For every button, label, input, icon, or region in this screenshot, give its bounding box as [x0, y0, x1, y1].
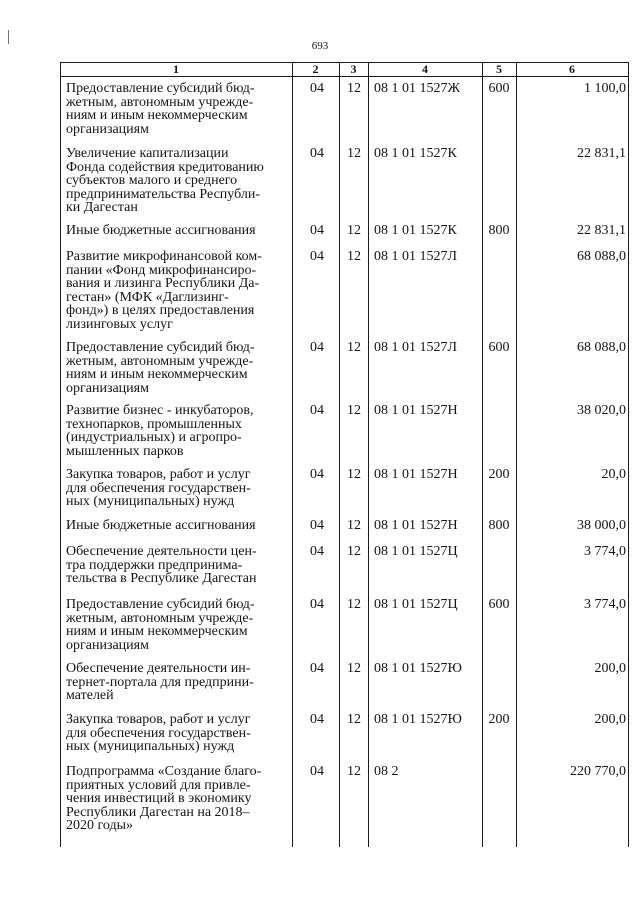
row-amount: 68 088,0 [577, 249, 626, 264]
row-section: 04 [310, 223, 324, 238]
row-section: 04 [310, 712, 324, 727]
row-subsection: 12 [347, 146, 361, 161]
row-name: Увеличение капитализации Фонда содействия кредитованию субъектов малого и среднего предпринимательства Республи- ки Дагестан [66, 146, 264, 215]
row-name: Развитие бизнес - инкубаторов, технопарков, промышленных (индустриальных) и агропро- мышленных парков [66, 403, 254, 459]
header-col-2: 2 [312, 62, 319, 76]
row-section: 04 [310, 661, 324, 676]
header-bottom-border [60, 76, 628, 77]
row-name: Предоставление субсидий бюд- жетным, автономным учрежде- ниям и иным некоммерческим организациям [66, 340, 255, 396]
row-subsection: 12 [347, 223, 361, 238]
row-name: Обеспечение деятельности ин- тернет-портала для предприни- мателей [66, 661, 254, 703]
header-col-6: 6 [569, 62, 575, 76]
row-target-code: 08 1 01 1527Н [374, 467, 458, 482]
row-target-code: 08 1 01 1527Ж [374, 81, 461, 96]
row-section: 04 [310, 544, 324, 559]
row-amount: 22 831,1 [577, 223, 626, 238]
row-subsection: 12 [347, 467, 361, 482]
row-expense-type: 600 [488, 597, 510, 612]
row-section: 04 [310, 249, 324, 264]
row-expense-type: 600 [488, 340, 510, 355]
row-amount: 20,0 [601, 467, 626, 482]
row-section: 04 [310, 340, 324, 355]
header-col-1: 1 [173, 62, 179, 76]
col-border-2 [339, 62, 340, 847]
row-name: Иные бюджетные ассигнования [66, 518, 256, 533]
row-target-code: 08 1 01 1527Ц [374, 597, 458, 612]
row-subsection: 12 [347, 249, 361, 264]
row-subsection: 12 [347, 518, 361, 533]
row-expense-type: 800 [488, 518, 510, 533]
row-amount: 200,0 [594, 661, 626, 676]
col-border-0 [60, 62, 61, 847]
row-subsection: 12 [347, 597, 361, 612]
col-border-3 [368, 62, 369, 847]
row-name: Подпрограмма «Создание благо- приятных условий для привле- чения инвестиций в экономику Республики Дагестан на 2018– 2020 годы» [66, 764, 262, 833]
row-target-code: 08 1 01 1527Н [374, 518, 458, 533]
row-amount: 38 020,0 [577, 403, 626, 418]
row-subsection: 12 [347, 340, 361, 355]
row-section: 04 [310, 764, 324, 779]
row-subsection: 12 [347, 764, 361, 779]
row-target-code: 08 1 01 1527К [374, 146, 457, 161]
row-amount: 200,0 [594, 712, 626, 727]
row-name: Закупка товаров, работ и услуг для обеспечения государствен- ных (муниципальных) нужд [66, 467, 251, 509]
row-amount: 3 774,0 [584, 597, 626, 612]
row-name: Иные бюджетные ассигнования [66, 223, 256, 238]
row-expense-type: 800 [488, 223, 510, 238]
header-col-4: 4 [422, 62, 428, 76]
row-subsection: 12 [347, 81, 361, 96]
row-target-code: 08 1 01 1527Н [374, 403, 458, 418]
header-col-5: 5 [496, 62, 502, 76]
row-subsection: 12 [347, 403, 361, 418]
row-amount: 1 100,0 [584, 81, 626, 96]
row-target-code: 08 1 01 1527Ц [374, 544, 458, 559]
col-border-6 [628, 62, 629, 847]
row-expense-type: 200 [488, 712, 510, 727]
row-amount: 38 000,0 [577, 518, 626, 533]
page-number: 693 [311, 40, 329, 52]
row-section: 04 [310, 146, 324, 161]
header-col-3: 3 [350, 62, 357, 76]
row-section: 04 [310, 597, 324, 612]
row-expense-type: 600 [488, 81, 510, 96]
row-subsection: 12 [347, 544, 361, 559]
row-amount: 68 088,0 [577, 340, 626, 355]
row-target-code: 08 1 01 1527Ю [374, 712, 462, 727]
row-expense-type: 200 [488, 467, 510, 482]
row-amount: 220 770,0 [570, 764, 626, 779]
row-amount: 22 831,1 [577, 146, 626, 161]
row-section: 04 [310, 81, 324, 96]
col-border-5 [516, 62, 517, 847]
col-border-4 [482, 62, 483, 847]
row-subsection: 12 [347, 661, 361, 676]
row-name: Обеспечение деятельности цен- тра поддержки предпринима- тельства в Республике Дагестан [66, 544, 257, 586]
row-name: Закупка товаров, работ и услуг для обеспечения государствен- ных (муниципальных) нужд [66, 712, 251, 754]
row-target-code: 08 1 01 1527Л [374, 249, 457, 264]
row-amount: 3 774,0 [584, 544, 626, 559]
row-target-code: 08 2 [374, 764, 399, 779]
row-target-code: 08 1 01 1527Ю [374, 661, 462, 676]
row-name: Развитие микрофинансовой ком- пании «Фонд микрофинансиро- вания и лизинга Республики Да- гестан» (МФК «Даглизинг- фонд») в целях предоставления лизинговых услуг [66, 249, 262, 332]
row-subsection: 12 [347, 712, 361, 727]
row-target-code: 08 1 01 1527Л [374, 340, 457, 355]
row-name: Предоставление субсидий бюд- жетным, автономным учрежде- ниям и иным некоммерческим организациям [66, 597, 255, 653]
row-section: 04 [310, 403, 324, 418]
row-name: Предоставление субсидий бюд- жетным, автономным учрежде- ниям и иным некоммерческим организациям [66, 81, 255, 137]
row-section: 04 [310, 518, 324, 533]
row-section: 04 [310, 467, 324, 482]
row-target-code: 08 1 01 1527К [374, 223, 457, 238]
col-border-1 [292, 62, 293, 847]
